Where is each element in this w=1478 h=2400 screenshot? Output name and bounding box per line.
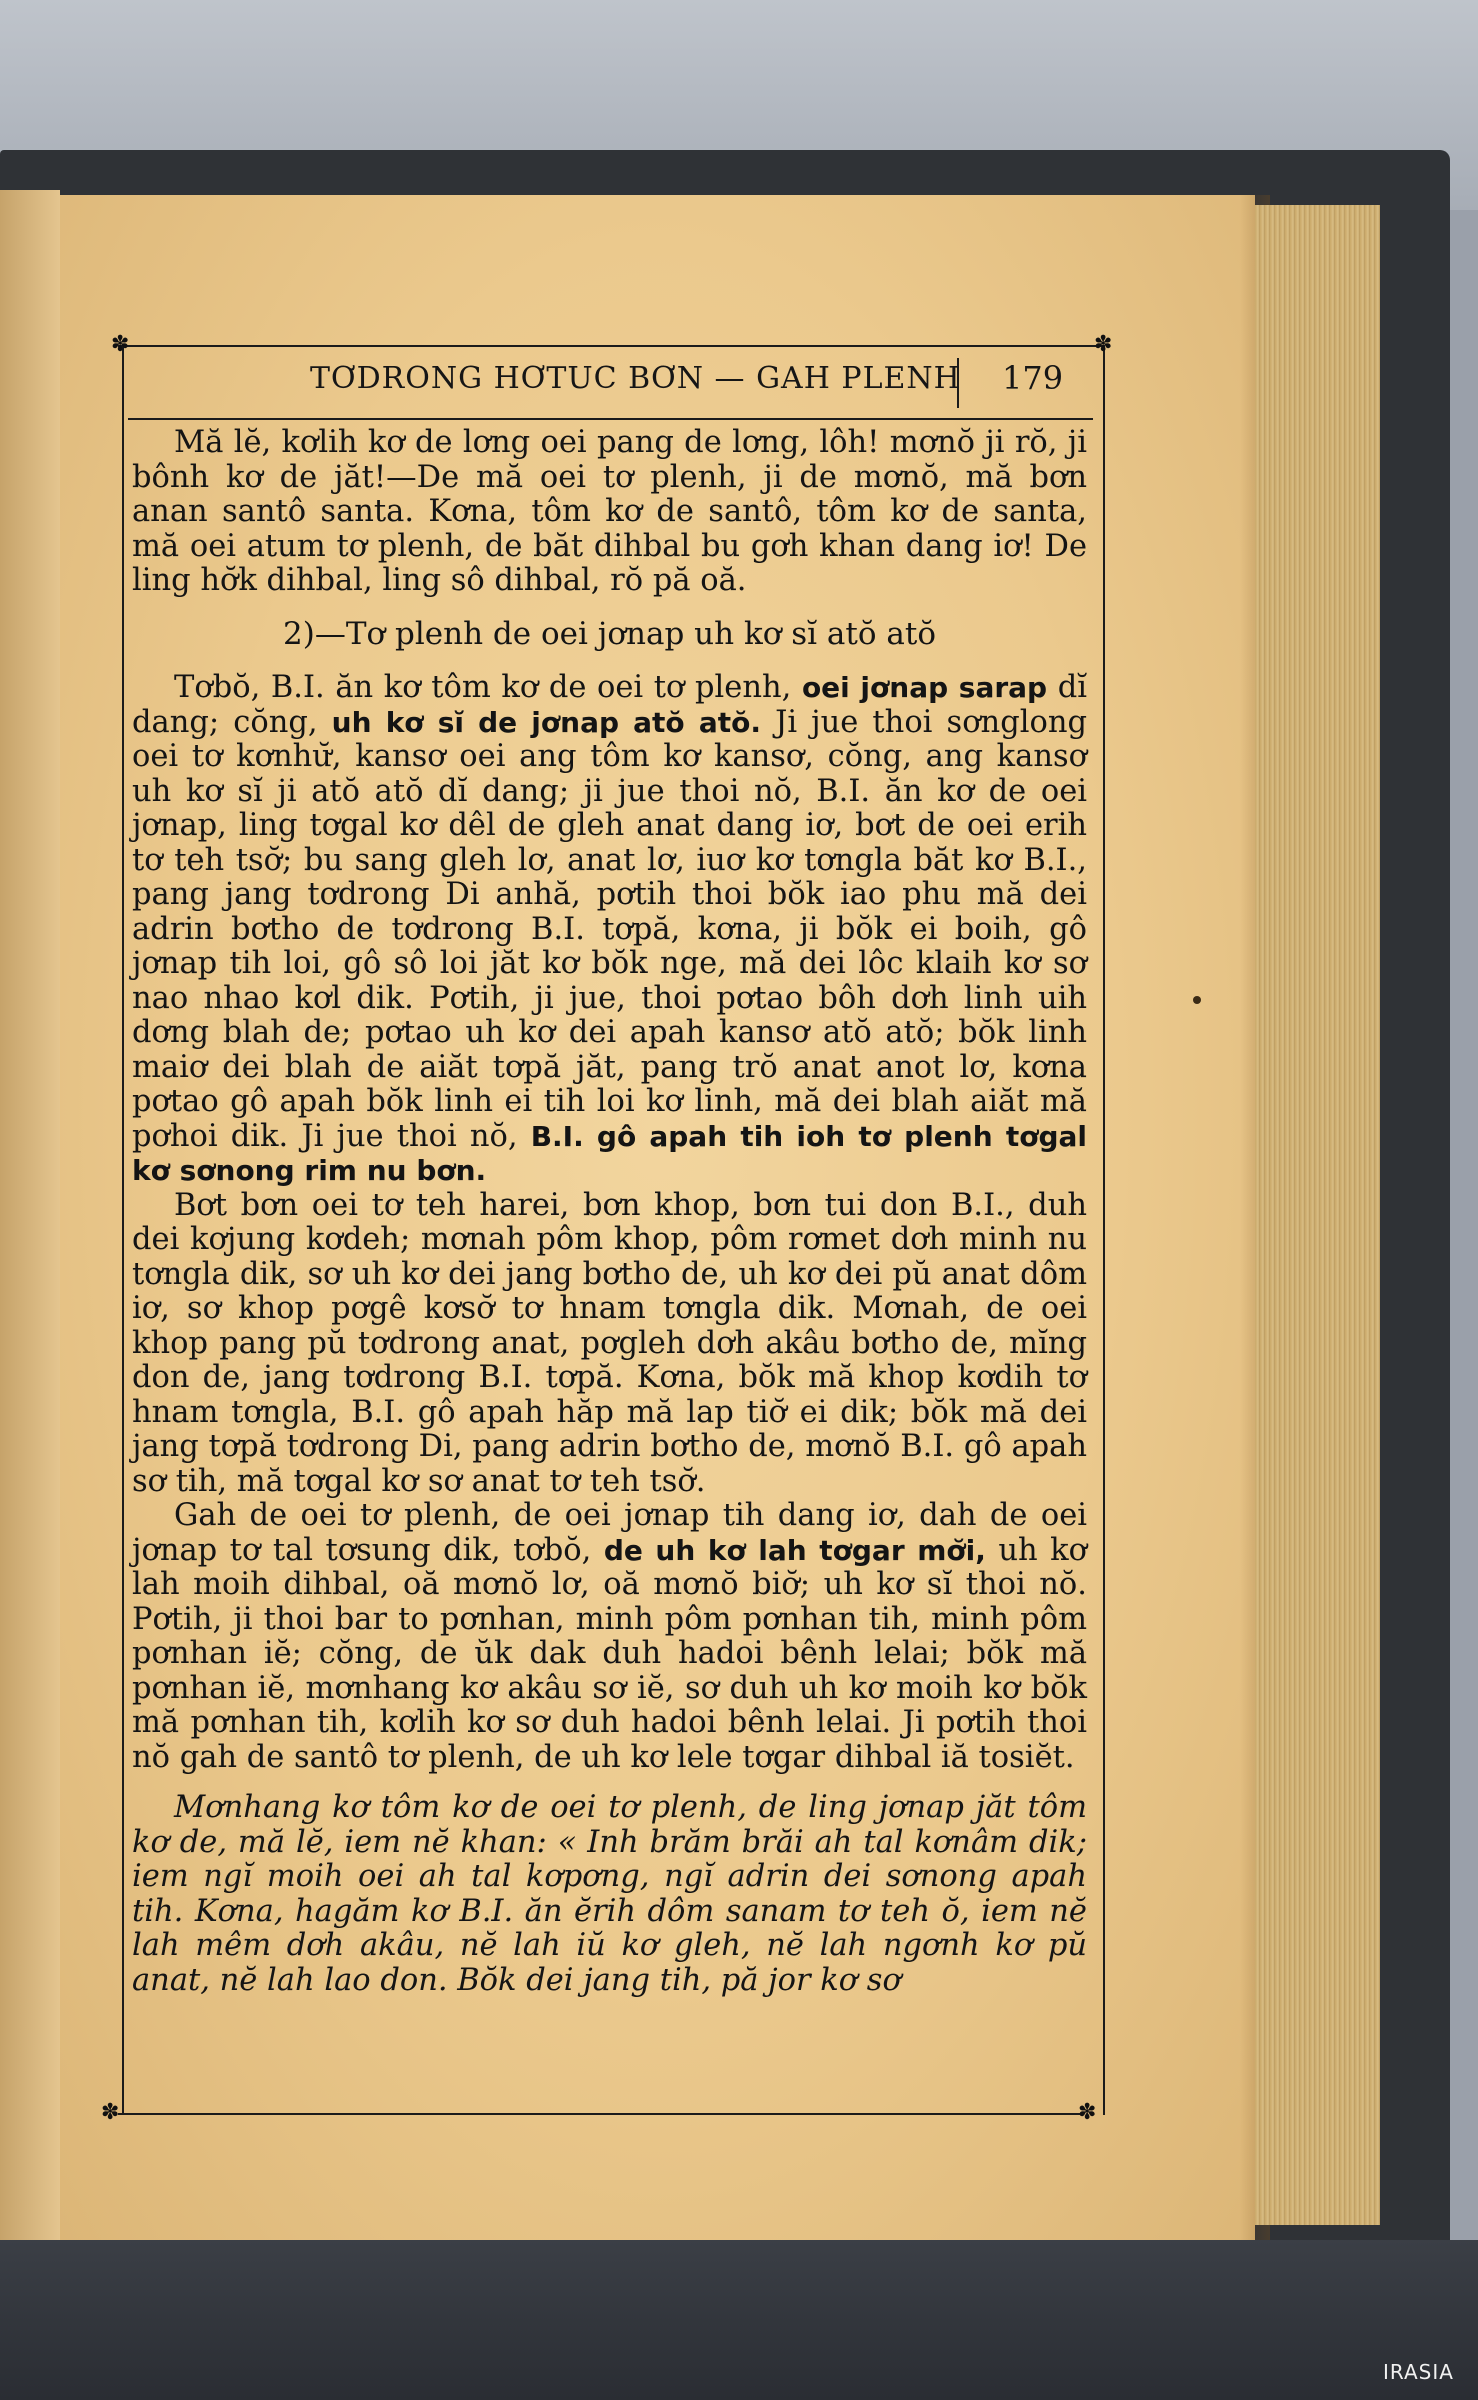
text-run: uh kơ lah moih dihbal, oă mơnŏ lơ, oă mơnŏ biơ̆; uh kơ sĭ thoi nŏ. Pơtih, ji thoi bar to pơnhan, minh pôm pơnhan tih, minh pôm pơnhan iĕ; cŏng, de ŭk dak duh hadoi bênh lelai; bŏk mă pơnhan iĕ, mơnhang kơ akâu sơ iĕ, sơ duh uh kơ moih kơ bŏk mă pơnhan tih, kơlih kơ sơ duh hadoi bênh lelai. Ji pơtih thoi nŏ gah de santô tơ plenh, de uh kơ lele tơgar dihbal iă tosiĕt. [132, 1532, 1088, 1775]
ink-spot [1193, 996, 1201, 1004]
left-page-edge [0, 190, 60, 2240]
page-number: 179 [1002, 359, 1064, 397]
page-header [130, 355, 1090, 411]
paragraph [132, 1499, 1087, 1775]
header-underline [128, 418, 1093, 420]
bold-text-run: B.I. gô apah tih ioh tơ plenh tơgal kơ sơnong rim nu bơn. [132, 1119, 1087, 1187]
bold-text-run: de uh kơ lah tơgar mơ̆i, [603, 1533, 986, 1567]
left-frame-line [122, 345, 124, 2115]
bottom-rule [118, 2113, 1083, 2115]
text-run: Gah de oei tơ plenh, de oei jơnap tih dang iơ, dah de oei jơnap tơ tal tơsung dik, tơbŏ, [132, 1498, 1087, 1568]
section-heading: 2)—Tơ plenh de oei jơnap uh kơ sĭ atŏ atŏ [283, 615, 936, 652]
bold-text-run: oei jơnap sarap [801, 671, 1048, 704]
paragraph: Bơt bơn oei tơ teh harei, bơn khop, bơn tui don B.I., duh dei kơjung kơdeh; mơnah pôm khop, pôm rơmet dơh minh nu tơngla dik, sơ uh kơ dei jang bơtho de, uh kơ dei pŭ anat dôm iơ, sơ khop pơgê kơsơ̆ tơ hnam tơngla dik. Mơnah, de oei khop pang pŭ tơdrong anat, pơgleh dơh akâu bơtho de, mĭng don de, jang tơdrong B.I. tơpă. Kơna, bŏk mă khop kơdih tơ hnam tơngla, B.I. gô apah hăp mă lap tiơ̆ ei dik; bŏk mă dei jang tơpă tơdrong Di, pang adrin bơtho de, mơnŏ B.I. gô apah sơ tih, mă tơgal kơ sơ anat tơ teh tsơ̆. [132, 1187, 1087, 1499]
watermark: IRASIA [1383, 2360, 1454, 2384]
corner-ornament-icon: ✽ [1078, 2100, 1097, 2125]
text-run: dĭ dang; cŏng, [132, 670, 1087, 740]
running-title: TƠDRONG HƠTUC BƠN — GAH PLENH [310, 361, 961, 396]
background-bottom [0, 2240, 1478, 2400]
italic-paragraph: Mơnhang kơ tôm kơ de oei tơ plenh, de ling jơnap jăt tôm kơ de, mă lĕ, iem nĕ khan: « Inh brăm brăi ah tal kơnâm dik; iem ngĭ moih oei ah tal kơpơng, ngĭ adrin dei sơnong apah tih. Kơna, hagăm kơ B.I. ăn ĕrih dôm sanam tơ teh ŏ, iem nĕ lah mêm dơh akâu, nĕ lah iŭ kơ gleh, nĕ lah ngơnh kơ pŭ anat, nĕ lah lao don. Bŏk dei jang tih, pă jor kơ sơ [132, 1790, 1087, 1998]
paragraph: Mă lĕ, kơlih kơ de lơng oei pang de lơng, lôh! mơnŏ ji rŏ, ji bônh kơ de jăt!—De mă oei tơ plenh, ji de mơnŏ, mă bơn anan santô santa. Kơna, tôm kơ de santô, tôm kơ de santa, mă oei atum tơ plenh, de băt dihbal bu gơh khan dang iơ! De ling hơ̆k dihbal, ling sô dihbal, rŏ pă oă. [132, 425, 1087, 598]
text-run: Tơbŏ, B.I. ăn kơ tôm kơ de oei tơ plenh, [174, 670, 792, 705]
top-rule [118, 345, 1103, 347]
text-run: Ji jue thoi sơnglong oei tơ kơnhư̆, kansơ oei ang tôm kơ kansơ, cŏng, ang kansơ uh kơ sĭ ji atŏ atŏ dĭ dang; ji jue thoi nŏ, B.I. ăn kơ de oei jơnap, ling tơgal kơ dêl de gleh anat dang iơ, bơt de oei erih tơ teh tsơ̆; bu sang gleh lơ, anat lơ, iuơ kơ tơngla băt kơ B.I., pang jang tơdrong Di anhă, pơtih thoi bŏk iao phu mă dei adrin bơtho de tơdrong B.I. tơpă, kơna, ji bŏk ei boih, gô jơnap tih loi, gô sô loi jăt kơ bŏk nge, mă dei lôc klaih kơ sơ nao nhao kơl dik. Pơtih, ji jue, thoi pơtao bôh dơh linh uih dơng blah de; pơtao uh kơ dei apah kansơ atŏ atŏ; bŏk linh maiơ dei blah de aiăt tơpă jăt, pang trŏ anat anot lơ, kơna pơtao gô apah bŏk linh ei tih loi kơ linh, mă dei blah aiăt mă pơhoi dik. Ji jue thoi nŏ, [132, 704, 1088, 1154]
bold-text-run: uh kơ sĭ de jơnap atŏ atŏ. [331, 705, 761, 739]
paragraph [132, 671, 1087, 1189]
page-body [132, 426, 1087, 1998]
corner-ornament-icon: ✽ [111, 332, 130, 357]
page-edges [1255, 205, 1380, 2225]
right-frame-line [1103, 345, 1105, 2115]
corner-ornament-icon: ✽ [1094, 332, 1113, 357]
corner-ornament-icon: ✽ [101, 2100, 120, 2125]
